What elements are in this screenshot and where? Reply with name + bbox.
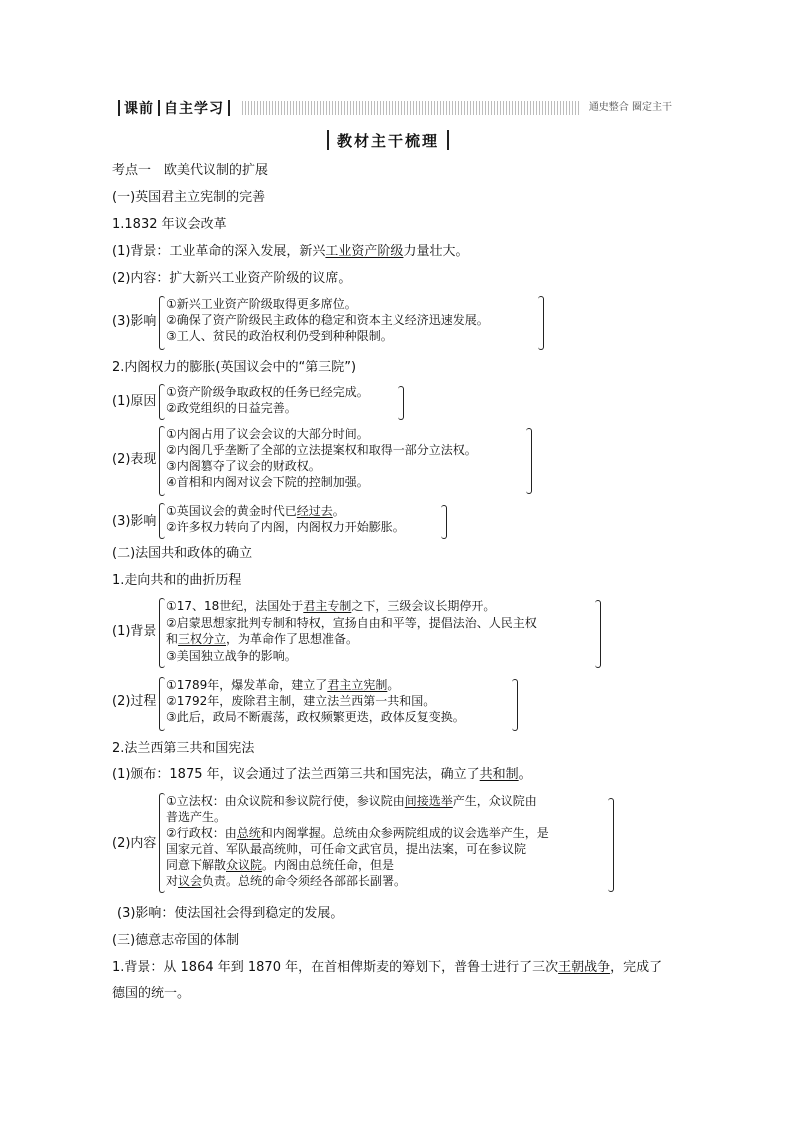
s1-perf-label: (2)表现 bbox=[112, 452, 157, 467]
s1-impact-3: ③工人、贫民的政治权利仍受到种种限制。 bbox=[166, 329, 393, 343]
right-brace bbox=[526, 428, 532, 494]
s1-reason-1: ①资产阶级争取政权的任务已经完成。 bbox=[166, 385, 369, 399]
banner-divider bbox=[118, 100, 120, 116]
s1-content: (2)内容：扩大新兴工业资产阶级的议席。 bbox=[112, 271, 352, 286]
banner-label-2: 自主学习 bbox=[164, 101, 224, 117]
s2-title-2: 2.法兰西第三共和国宪法 bbox=[112, 741, 255, 756]
s2-bg-3: ③美国独立战争的影响。 bbox=[166, 649, 297, 663]
left-brace bbox=[159, 384, 165, 420]
s2-cont-4: 国家元首、军队最高统帅，可任命文武官员，提出法案，可在参议院 bbox=[166, 842, 527, 856]
s1-eff-2: ②许多权力转向了内阁，内阁权力开始膨胀。 bbox=[166, 520, 405, 534]
s2-proc-1: ①1789年，爆发革命，建立了君主立宪制。 bbox=[166, 678, 400, 692]
s3-background-line-1: 1.背景：从 1864 年到 1870 年，在首相俾斯麦的筹划下，普鲁士进行了三次王朝战争，完成了 bbox=[112, 960, 663, 975]
title-bar-right bbox=[447, 130, 449, 150]
left-brace bbox=[159, 503, 165, 539]
right-brace bbox=[441, 505, 447, 539]
s2-bg-2a: ②启蒙思想家批判专制和特权，宣扬自由和平等，提倡法治、人民主权 bbox=[166, 616, 537, 630]
right-brace bbox=[608, 798, 614, 892]
section-title-text: 教材主干梳理 bbox=[337, 131, 440, 150]
banner-label-1: 课前 bbox=[124, 101, 154, 117]
s1-impact-2: ②确保了资产阶级民主政体的稳定和资本主义经济迅速发展。 bbox=[166, 313, 489, 327]
section-title bbox=[327, 130, 449, 150]
left-brace bbox=[159, 677, 165, 731]
s1-title-1: 1.1832 年议会改革 bbox=[112, 217, 227, 232]
left-brace bbox=[159, 426, 165, 496]
s2-cont-5: 同意下解散众议院。内阁由总统任命，但是 bbox=[166, 858, 395, 872]
banner-divider bbox=[158, 100, 160, 116]
left-brace bbox=[159, 598, 165, 668]
s1-perf-1: ①内阁占用了议会会议的大部分时间。 bbox=[166, 427, 369, 441]
right-brace bbox=[538, 296, 544, 350]
s2-bg-2b: 和三权分立，为革命作了思想准备。 bbox=[166, 632, 359, 646]
s1-impact-label: (3)影响 bbox=[112, 314, 157, 329]
s2-cont-label: (2)内容 bbox=[112, 836, 157, 851]
s2-proc-2: ②1792年，废除君主制，建立法兰西第一共和国。 bbox=[166, 694, 436, 708]
s2-pub: (1)颁布：1875 年，议会通过了法兰西第三共和国宪法，确立了共和制。 bbox=[112, 767, 532, 782]
s1-impact-1: ①新兴工业资产阶级取得更多席位。 bbox=[166, 297, 357, 311]
s1-background: (1)背景：工业革命的深入发展，新兴工业资产阶级力量壮大。 bbox=[112, 244, 469, 259]
s1-reason-2: ②政党组织的日益完善。 bbox=[166, 401, 297, 415]
s1-perf-3: ③内阁篡夺了议会的财政权。 bbox=[166, 459, 321, 473]
s2-bg-1: ①17、18世纪，法国处于君主专制之下，三级会议长期停开。 bbox=[166, 599, 496, 613]
s2-proc-label: (2)过程 bbox=[112, 694, 157, 709]
right-brace bbox=[595, 600, 601, 668]
s1-heading: (一)英国君主立宪制的完善 bbox=[112, 190, 266, 205]
s1-perf-4: ④首相和内阁对议会下院的控制加强。 bbox=[166, 475, 369, 489]
banner-divider bbox=[228, 100, 230, 116]
s1-eff-1: ①英国议会的黄金时代已经过去。 bbox=[166, 504, 345, 518]
s2-impact: (3)影响：使法国社会得到稳定的发展。 bbox=[117, 906, 344, 921]
s2-proc-3: ③此后，政局不断震荡，政权频繁更迭，政体反复变换。 bbox=[166, 710, 465, 724]
s2-cont-6: 对议会负责。总统的命令须经各部部长副署。 bbox=[166, 874, 407, 888]
s1-title-2: 2.内阁权力的膨胀(英国议会中的“第三院”) bbox=[112, 360, 357, 375]
left-brace bbox=[159, 296, 165, 350]
left-brace bbox=[159, 793, 165, 893]
s1-perf-2: ②内阁几乎垄断了全部的立法提案权和取得一部分立法权。 bbox=[166, 443, 477, 457]
s2-cont-2: 普选产生。 bbox=[166, 810, 227, 824]
s2-heading: (二)法国共和政体的确立 bbox=[112, 546, 253, 561]
s2-bg-label: (1)背景 bbox=[112, 624, 157, 639]
s3-background-line-2: 德国的统一。 bbox=[112, 986, 191, 1001]
s1-eff-label: (3)影响 bbox=[112, 514, 157, 529]
right-brace bbox=[398, 386, 404, 420]
right-brace bbox=[512, 679, 518, 731]
section-banner bbox=[118, 99, 676, 117]
s2-cont-1: ①立法权：由众议院和参议院行使，参议院由间接选举产生，众议院由 bbox=[166, 794, 537, 808]
s1-reason-label: (1)原因 bbox=[112, 394, 157, 409]
banner-right-text: 通史整合 圈定主干 bbox=[581, 101, 676, 115]
kaodian-title: 考点一 欧美代议制的扩展 bbox=[112, 163, 269, 178]
s2-title-1: 1.走向共和的曲折历程 bbox=[112, 573, 242, 588]
s3-heading: (三)德意志帝国的体制 bbox=[112, 933, 240, 948]
s2-cont-3: ②行政权：由总统和内阁掌握。总统由众参两院组成的议会选举产生，是 bbox=[166, 826, 549, 840]
